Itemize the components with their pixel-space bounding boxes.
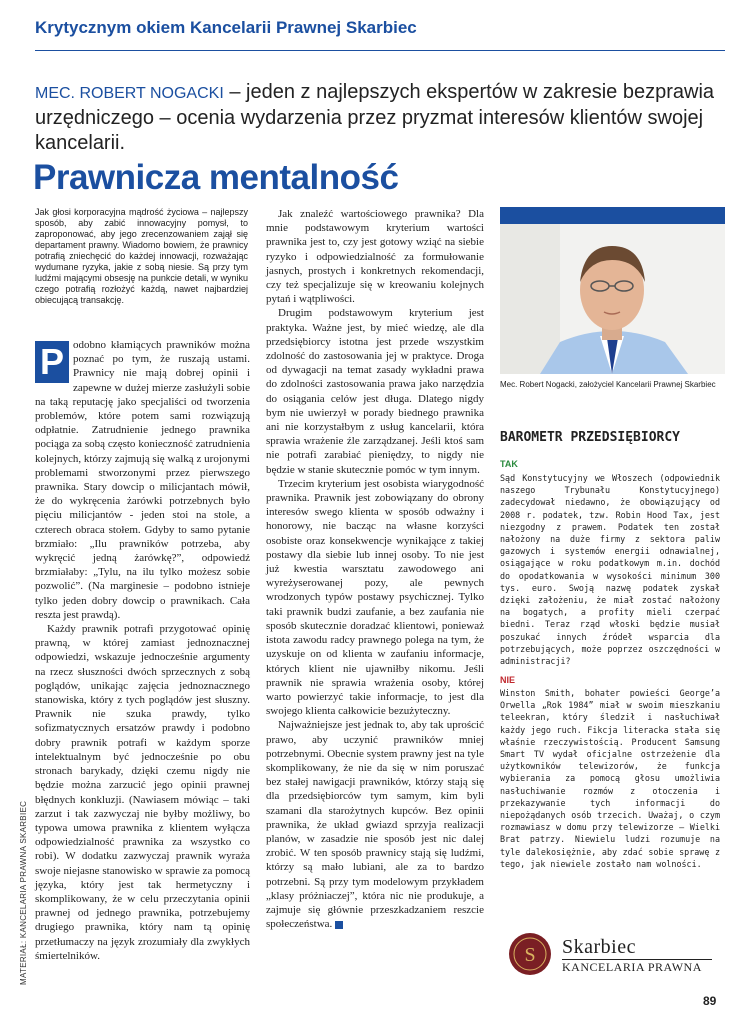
- author-photo: [500, 224, 725, 374]
- vertical-credit: MATERIAŁ: KANCELARIA PRAWNA SKARBIEC: [19, 800, 28, 985]
- page-number: 89: [703, 994, 717, 1008]
- logo-name: Skarbiec: [562, 936, 636, 958]
- paragraph: P odobno kłamiących prawników można poznać po tym, że ruszają ustami. Prawnicy nie mają dobrej opinii i zapewne w dużej mierze zasłużyli sobie na taką reputację jako specjaliści od tworzenia problemów, które potem sami rozwiązują odpłatnie. Zatrudnienie jednego prawnika pociąga za sobą często konieczność zatrudnienia kolejnych, którzy zajmują się walką z urojonymi problemami stworzonymi przez pierwszego prawnika. Stary dowcip o milicjantach mówił, że do wykręcenia żarówki potrzebnych było pięciu milicjantów - jeden stoi na stole, a czterech obraca stołem. Gdyby to samo pytanie brzmiało: „Ilu prawników potrzeba, aby wykręcić jedną żarówkę?”, odpowiedź brzmiałaby: „Tylu, na ilu tylko możesz sobie pozwolić”. (Na marginesie – podobno istnieje tylko jeden dobry dowcip o prawnikach. Cała reszta jest prawdą).: [35, 339, 250, 621]
- logo-subtitle: KANCELARIA PRAWNA: [562, 960, 702, 974]
- paragraph: Najważniejsze jest jednak to, aby tak uprościć prawo, aby uczynić prawników mniej potrzebnymi. Obecnie system prawny jest na tyle skomplikowany, że nie da się w nim poruszać bez stałej nawigacji prawników, którzy stają się dla przedsiębiorców tym samym, kim byli szamani dla starożytnych kupców. Bez opinii prawnika, że układ gwiazd sprzyja realizacji planów, w zasadzie nie sposób jest nic dalej zrobić. W ten sposób prawnicy stają się ludźmi, którzy są mało lubiani, ale za to bardzo potrzebni. Są przy tym modelowym przykładem „klasy próżniaczej”, która nic nie produkuje, a zajmuje się głównie przeszkadzaniem reszcie społeczeństwa.: [266, 719, 484, 931]
- paragraph: Drugim podstawowym kryterium jest praktyka. Ważne jest, by mieć wiedzę, ale dla przedsiębiorcy istotna jest przede wszystkim zdolność do zastosowania jej w praktyce. Droga od dywagacji na temat zasady wykładni prawa do zdolności zastosowania prawa jako narzędzia do osiągania celów jest długa. Dlatego nigdy bym nie uwierzył w porady biednego prawnika ani nie korzystałbym z usług kancelarii, która sprawia wrażenie źle zarządzanej. Jeśli ktoś sam nie potrafi zarabiać pieniędzy, to nigdy nie będzie w stanie skutecznie pomóc w tym innym.: [266, 307, 484, 476]
- end-of-article-icon: [335, 921, 343, 929]
- lead-text: – jeden z najlepszych ekspertów w zakresie bezprawia urzędniczego – ocenia wydarzenia przez pryzmat interesów klientów swojej kancelarii.: [35, 81, 715, 154]
- article-intro: Jak głosi korporacyjna mądrość życiowa – najlepszy sposób, aby zabić innowacyjny pomysł, to zaproponować, aby jego zrecenzowaniem zajął się departament prawny. Wiadomo bowiem, że prawnicy potrafią zniechęcić do każdej innowacji, rozważając wydumane ryzyka, jakie z sobą niesie. Są przy tym ludźmi mającymi obsesję na punkcie detali, w wyniku czego potrafią rozłożyć każdą, nawet najbardziej obiecującą transakcję.: [35, 207, 248, 305]
- svg-text:S: S: [524, 944, 536, 966]
- paragraph: Jak znaleźć wartościowego prawnika? Dla mnie podstawowym kryterium wartości prawnika jest to, czy jest gotowy wziąć na siebie ryzyko i odpowiedzialność za formułowanie jasnych, prostych i konkretnych rekomendacji, czy też specjalizuje się w kreowaniu kolejnych pytań i wątpliwości.: [266, 208, 484, 306]
- paragraph: Trzecim kryterium jest osobista wiarygodność prawnika. Prawnik jest zobowiązany do obrony interesów swego klienta w sposób odważny i honorowy, nie bacząc na własne korzyści osobiste oraz konsekwencje wynikające z takiej postawy dla siebie lub innej osoby. To nie jest już kwestia warsztatu zawodowego ani wyreżyserowanej pozy, ale pewnych wrodzonych typów postawy psychicznej. Tylko taki prawnik budzi zaufanie, a bez zaufania nie sposób skutecznie doradzać klientowi, ponieważ istota zawodu radcy prawnego polega na tym, że uzyskuje on od klienta w zaufaniu informacje, których klient nie ujawniłby nikomu. Jeśli prawnik nie sprawia wrażenia osoby, której warto powierzyć takie informacje, to jest dla swojego klienta całkowicie bezużyteczny.: [266, 477, 484, 718]
- header-divider: [35, 50, 725, 51]
- skarbiec-logo: [508, 930, 713, 980]
- barometer-no-label: NIE: [500, 675, 516, 685]
- portrait-illustration: [500, 224, 725, 374]
- lead-paragraph: [35, 80, 725, 156]
- barometer-title: BAROMETR PRZEDSIĘBIORCY: [500, 430, 681, 445]
- drop-cap: P: [35, 341, 69, 383]
- paragraph: Każdy prawnik potrafi przygotować opinię prawną, w której zamiast jednoznacznej odpowiedzi, wskazuje jednocześnie argumenty na rzecz słuszności dwóch sprzecznych z sobą poglądów, unikając zajęcia jednoznacznego stanowiska, który z tych poglądów jest słuszny. Prawnik nie szuka prawdy, tylko sofizmatycznych ersatzów prawdy i podobno dobry prawnik potrafi w każdym sporze intelektualnym być jednocześnie po obu stronach barykady, dzięki czemu nigdy nie będzie można zarzucić jego opinii prawnej błędnych konkluzji. (Nawiasem mówiąc – taki zarzut i tak zazwyczaj nie byłby możliwy, bo typowa umowa prawnika z klientem wyłącza odpowiedzialność prawnika za wszystko co robi). W dodatku zazwyczaj prawnik wyraża swoje niejasne stanowisko w sprawie za pomocą języka, który jest tak hermetyczny i skomplikowany, że w celu przeczytania opinii prawnej od jednego prawnika, potrzebujemy drugiego prawnika, który nam tą opinię przetłumaczy na język zrozumiały dla zwykłych śmiertelników.: [35, 623, 250, 962]
- article-column-2: [266, 207, 484, 931]
- photo-top-bar: [500, 207, 725, 224]
- barometer-yes-label: TAK: [500, 459, 518, 469]
- section-header: Krytycznym okiem Kancelarii Prawnej Skarbiec: [35, 18, 417, 37]
- barometer-no-text: Winston Smith, bohater powieści George’a Orwella „Rok 1984” miał w swoim mieszkaniu teleekran, który śledził i nasłuchiwał każdy jego ruch. Fikcja literacka stała się właśnie rzeczywistością. Producent Samsung Smart TV wydał oficjalne ostrzeżenie dla użytkowników telewizorów, że funkcja wybierania za pomocą głosu umożliwia nasłuchiwanie rozmów z otoczenia i przekazywanie tych informacji do niepożądanych osób trzecich. Uważaj, o czym rozmawiasz w domu przy telewizorze – Wielki Brat patrzy. Niewielu ludzi rozumuje na tyle dalekosiężnie, aby zdać sobie sprawę z tego, jak niewiele zostało nam wolności.: [500, 688, 720, 869]
- seal-icon: [508, 932, 552, 976]
- barometer-yes-text: Sąd Konstytucyjny we Włoszech (odpowiednik naszego Trybunału Konstytucyjnego) zadecydował niedawno, że obowiązujący od 2008 r. podatek, tzw. Robin Hood Tax, jest niezgodny z prawem. Podatek ten został nałożony na duże firmy z sektora paliw gazowych i systemów energii odnawialnej, osiągające w roku podatkowym m.in. dochód do opodatkowania w wysokości minimum 300 tys. euro. Swoją nazwę podatek zyskał dzięki założeniu, że miał zostać nałożony na bogatych, a profity mieli czerpać biedni. Teraz rząd włoski będzie musiał poszukać innych źródeł wsparcia dla potrzebujących, może poprzez oszczędności w administracji?: [500, 473, 720, 667]
- photo-caption: Mec. Robert Nogacki, założyciel Kancelarii Prawnej Skarbiec: [500, 380, 716, 389]
- article-column-1: [35, 338, 250, 963]
- article-title: Prawnicza mentalność: [33, 158, 399, 197]
- lead-author-name: MEC. ROBERT NOGACKI: [35, 85, 224, 102]
